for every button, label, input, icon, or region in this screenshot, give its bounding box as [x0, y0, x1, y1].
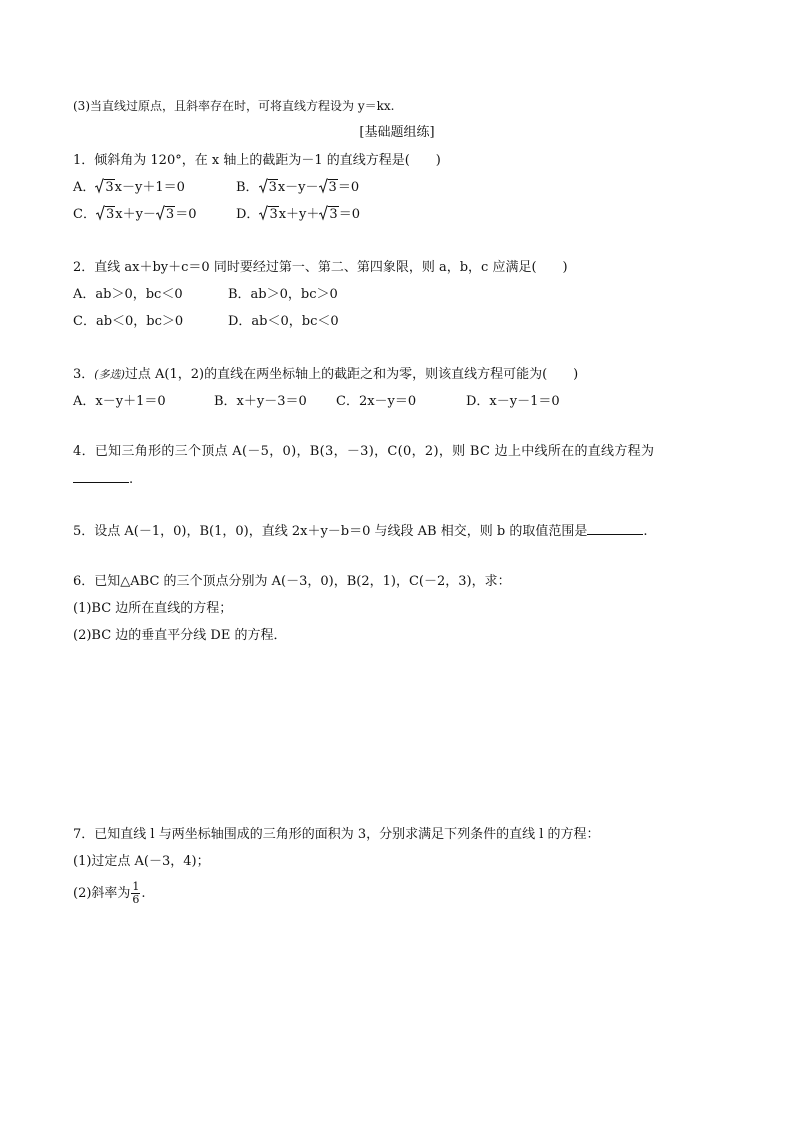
- sqrt-symbol: 3: [95, 179, 114, 197]
- q3-stem: 3．(多选)过点 A(1，2)的直线在两坐标轴上的截距之和为零，则该直线方程可能为( ): [73, 367, 579, 382]
- q7-part-1: (1)过定点 A(－3，4)；: [73, 854, 210, 869]
- q1-option-b: B． 3x－y－ 3＝0: [236, 180, 360, 195]
- q2-option-d: D．ab＜0，bc＜0: [228, 314, 339, 329]
- answer-blank: [587, 522, 643, 535]
- sqrt-symbol: 3: [259, 179, 278, 197]
- q2-stem: 2．直线 ax＋by＋c＝0 同时要经过第一、第二、第四象限，则 a，b，c 应满足( ): [73, 260, 568, 275]
- q1-stem: 1．倾斜角为 120°，在 x 轴上的截距为－1 的直线方程是( ): [73, 153, 441, 168]
- q2-option-a: A．ab＞0，bc＜0: [73, 287, 183, 302]
- q3-option-d: D．x－y－1＝0: [466, 394, 560, 409]
- q4-answer-line: .: [73, 470, 133, 489]
- section-title: [基础题组练]: [359, 125, 435, 140]
- q4-stem: 4．已知三角形的三个顶点 A(－5，0)，B(3，－3)，C(0，2)，则 BC 边上中线所在的直线方程为: [73, 444, 655, 459]
- intro-text: (3)当直线过原点，且斜率存在时，可将直线方程设为 y＝kx.: [73, 99, 395, 113]
- q7-stem: 7．已知直线 l 与两坐标轴围成的三角形的面积为 3，分别求满足下列条件的直线 l 的方程：: [73, 827, 600, 842]
- sqrt-symbol: 3: [319, 206, 338, 224]
- q3-option-c: C．2x－y＝0: [336, 394, 417, 409]
- q1-option-c: C． 3x＋y－ 3＝0: [73, 207, 197, 222]
- q2-option-c: C．ab＜0，bc＞0: [73, 314, 184, 329]
- q2-option-b: B．ab＞0，bc＞0: [228, 287, 338, 302]
- q1-option-d: D． 3x＋y＋ 3＝0: [236, 207, 360, 222]
- sqrt-symbol: 3: [156, 206, 175, 224]
- q7-part-2: (2)斜率为 $\frac{1}{6}$ .: [73, 880, 146, 906]
- sqrt-symbol: 3: [96, 206, 115, 224]
- sqrt-symbol: 3: [319, 179, 338, 197]
- q6-part-1: (1)BC 边所在直线的方程；: [73, 601, 233, 616]
- q5-stem: 5．设点 A(－1，0)，B(1，0)，直线 2x＋y－b＝0 与线段 AB 相交，则 b 的取值范围是 .: [73, 524, 648, 539]
- fraction: $\frac{1}{6}$: [132, 880, 140, 906]
- q3-option-a: A．x－y＋1＝0: [73, 394, 166, 409]
- answer-blank: [73, 470, 129, 483]
- q3-multi-select-tag: (多选): [94, 368, 125, 381]
- q1-option-a: A． 3x－y＋1＝0: [73, 180, 185, 195]
- q6-stem: 6．已知△ABC 的三个顶点分别为 A(－3，0)，B(2，1)，C(－2，3)，求：: [73, 574, 511, 589]
- sqrt-symbol: 3: [259, 206, 278, 224]
- q6-part-2: (2)BC 边的垂直平分线 DE 的方程．: [73, 628, 287, 643]
- q3-option-b: B．x＋y－3＝0: [214, 394, 307, 409]
